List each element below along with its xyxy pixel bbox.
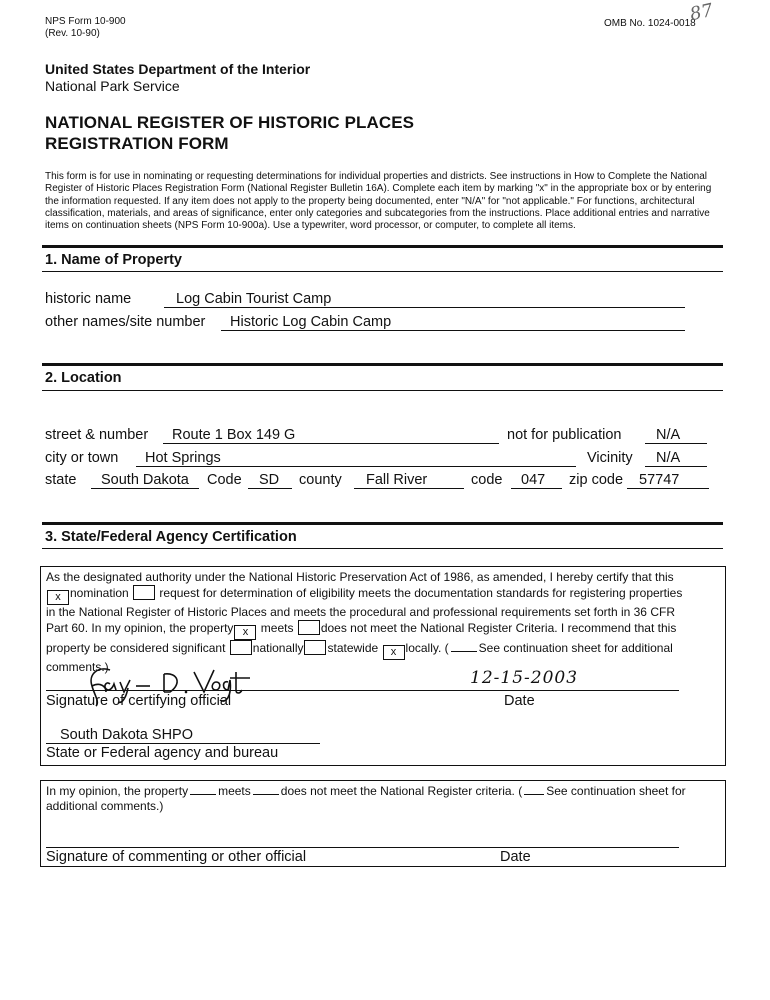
commenting-signature-line <box>46 847 679 848</box>
section3-top-rule <box>42 522 723 525</box>
service-name: National Park Service <box>45 78 180 94</box>
county-value[interactable]: Fall River <box>366 472 428 488</box>
vicinity-value[interactable]: N/A <box>656 450 681 466</box>
other-names-value[interactable]: Historic Log Cabin Camp <box>230 314 392 330</box>
section2-heading: 2. Location <box>45 370 122 386</box>
commenting-signature-label: Signature of commenting or other official <box>46 849 307 865</box>
omb-number: OMB No. 1024-0018 <box>604 18 696 29</box>
other-names-line <box>221 330 685 331</box>
city-line <box>136 466 576 467</box>
form-title-line2: REGISTRATION FORM <box>45 134 229 153</box>
zip-value[interactable]: 57747 <box>639 472 680 488</box>
state-code-line <box>248 488 292 489</box>
street-value[interactable]: Route 1 Box 149 G <box>172 427 296 443</box>
nationally-checkbox[interactable] <box>230 640 252 655</box>
section3-heading-rule <box>42 548 723 549</box>
signature-label: Signature of certifying official <box>46 693 232 709</box>
zip-label: zip code <box>569 472 624 488</box>
historic-name-line <box>164 307 685 308</box>
not-meets-checkbox[interactable] <box>298 620 320 635</box>
other-names-label: other names/site number <box>45 314 206 330</box>
county-code-line <box>511 488 562 489</box>
county-code-value[interactable]: 047 <box>521 472 546 488</box>
vicinity-label: Vicinity <box>587 450 633 466</box>
not-for-publication-line <box>645 443 707 444</box>
city-label: city or town <box>45 450 119 466</box>
state-label: state <box>45 472 77 488</box>
street-line <box>163 443 499 444</box>
signature-date-label: Date <box>504 693 535 709</box>
agency-line <box>46 743 320 744</box>
section1-heading: 1. Name of Property <box>45 252 182 268</box>
state-code-value[interactable]: SD <box>259 472 280 488</box>
vicinity-line <box>645 466 707 467</box>
county-line <box>354 488 464 489</box>
commenting-date-label: Date <box>500 849 531 865</box>
commenting-continuation-blank[interactable] <box>524 785 544 795</box>
instructions: This form is for use in nominating or requesting determinations for individual properties and districts. See instructions in How to Complete the National Register of Historic Places Registration Form (National Register Bulletin 16A). Complete each item by marking "x" in the appropriate box or by entering the information requested. If any item does not apply to the property being documented, enter "N/A" for "not applicable." For functions, architectural classification, materials, and areas of significance, enter only categories and subcategories from the instructions. Place additional entries and narrative items on continuation sheets (NPS Form 10-900a). Use a typewriter, word processor, or computer, to complete all items. <box>45 171 712 232</box>
commenting-text: In my opinion, the property meets does not meet the National Register criteria. ( See continuation sheet for additional comments.) <box>46 784 686 813</box>
corner-mark: 87 <box>688 0 715 26</box>
state-code-label: Code <box>207 472 242 488</box>
agency-label: State or Federal agency and bureau <box>46 745 279 761</box>
signature-date-value: 12-15-2003 <box>470 668 579 688</box>
historic-name-value[interactable]: Log Cabin Tourist Camp <box>176 291 332 307</box>
state-line <box>91 488 199 489</box>
section2-top-rule <box>42 363 723 366</box>
county-label: county <box>299 472 342 488</box>
section1-top-rule <box>42 245 723 248</box>
signature-line <box>46 690 679 691</box>
statewide-checkbox[interactable] <box>304 640 326 655</box>
section1-heading-rule <box>42 271 723 272</box>
historic-name-label: historic name <box>45 291 132 307</box>
county-code-label: code <box>471 472 503 488</box>
request-checkbox[interactable] <box>133 585 155 600</box>
certification-text: As the designated authority under the National Historic Preservation Act of 1986, as amended, I hereby certify that this x nomination request for determination of eligibility meets the documentation standards for registering properties in the National Register of Historic Places and meets the procedural and professional requirements set forth in 36 CFR Part 60. In my opinion, the property x meets does not meet the National Register Criteria. I recommend that this property be considered significant nationally statewide x locally. ( See continuation sheet for additional comments.) <box>46 570 683 674</box>
agency-value[interactable]: South Dakota SHPO <box>60 727 193 743</box>
form-title-line1: NATIONAL REGISTER OF HISTORIC PLACES <box>45 113 415 132</box>
not-for-publication-label: not for publication <box>507 427 622 443</box>
continuation-blank[interactable] <box>451 642 477 652</box>
commenting-not-meets-blank[interactable] <box>253 785 279 795</box>
form-revision: (Rev. 10-90) <box>45 28 100 39</box>
nomination-checkbox[interactable]: x <box>47 590 69 605</box>
commenting-meets-blank[interactable] <box>190 785 216 795</box>
state-value[interactable]: South Dakota <box>101 472 189 488</box>
zip-line <box>627 488 709 489</box>
street-label: street & number <box>45 427 149 443</box>
not-for-publication-value[interactable]: N/A <box>656 427 681 443</box>
locally-checkbox[interactable]: x <box>383 645 405 660</box>
form-number: NPS Form 10-900 <box>45 16 126 27</box>
section2-heading-rule <box>42 390 723 391</box>
section3-heading: 3. State/Federal Agency Certification <box>45 529 297 545</box>
city-value[interactable]: Hot Springs <box>145 450 221 466</box>
meets-checkbox[interactable]: x <box>234 625 256 640</box>
department-name: United States Department of the Interior <box>45 61 311 77</box>
